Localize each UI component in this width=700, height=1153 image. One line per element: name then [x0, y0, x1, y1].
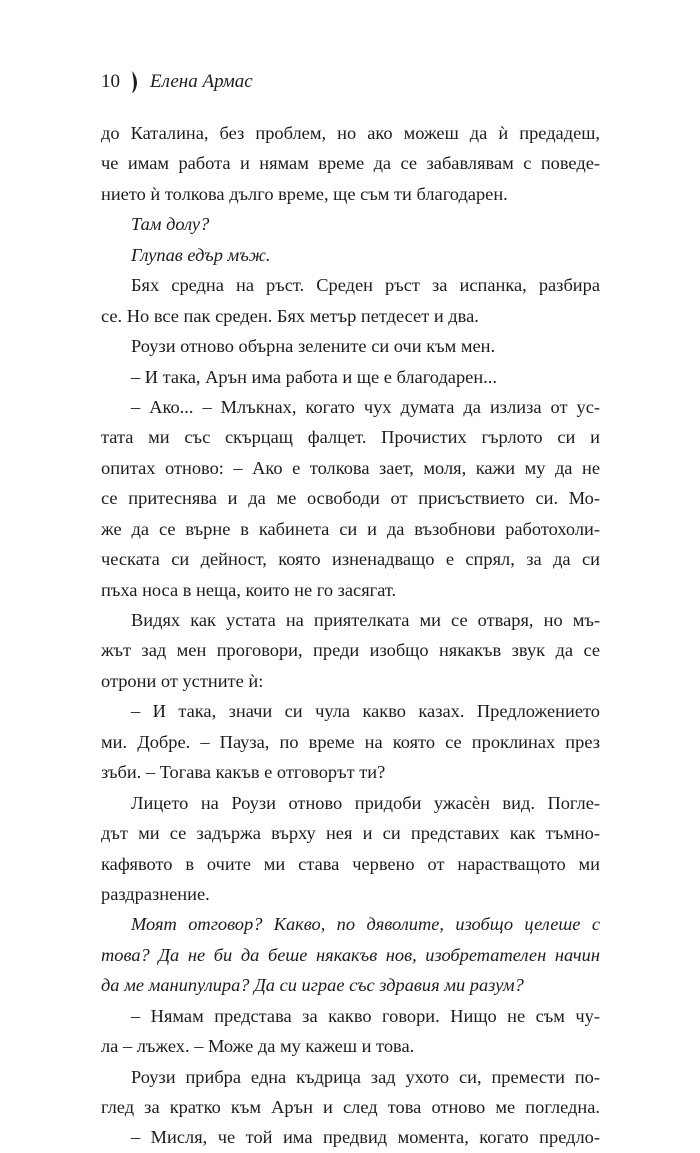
text-line: Моят отговор? Какво, по дяволите, изобщо целеше с: [131, 914, 600, 935]
text-line: – И така, Арън има работа и ще е благодарен...: [131, 366, 497, 387]
text-line: Роузи отново обърна зелените си очи към мен.: [131, 336, 496, 357]
running-header: [101, 70, 253, 94]
text-line: тата ми със скърцащ фалцет. Прочистих гърлото си и: [101, 427, 600, 448]
text-line: Там долу?: [131, 214, 210, 235]
text-line: отрони от устните ѝ:: [101, 670, 264, 691]
text-line: жът зад мен проговори, преди изобщо някакъв звук да се: [101, 640, 600, 661]
text-line: глед за кратко към Арън и след това отново ме погледна.: [101, 1097, 600, 1117]
page-number: 10: [101, 71, 120, 92]
text-line: зъби. – Тогава какъв е отговорът ти?: [101, 762, 386, 783]
text-line: раздразнение.: [101, 883, 210, 904]
text-line: се. Но все пак среден. Бях метър петдесет и два.: [101, 305, 479, 326]
text-line: дът ми се задържа върху нея и си представих как тъмно-: [101, 823, 600, 844]
text-line: ла – лъжех. – Може да му кажеш и това.: [101, 1036, 415, 1057]
text-line: – И така, значи си чула какво казах. Предложението: [131, 701, 600, 722]
text-line: кафявото в очите ми става червено от нарастващото ми: [101, 853, 600, 874]
text-line: – Нямам представа за какво говори. Нищо не съм чу-: [131, 1005, 600, 1026]
text-line: ческата си дейност, която изненадващо е спрял, за да си: [101, 549, 600, 570]
text-line: се притеснява и да ме освободи от присъствието си. Мо-: [101, 488, 600, 509]
text-line: това? Да не би да беше някакъв нов, изобретателен начин: [101, 944, 600, 965]
text-line: че имам работа и нямам време да се забавлявам с поведе-: [101, 153, 600, 174]
feather-ornament-icon: [130, 70, 140, 94]
text-line: пъха носа в неща, които не го засягат.: [101, 579, 397, 600]
text-line: Лицето на Роузи отново придоби ужасѐн вид. Погле-: [131, 792, 600, 813]
text-line: – Мисля, че той има предвид момента, когато предло-: [131, 1127, 600, 1148]
text-line: да ме манипулира? Да си играе със здравия ми разум?: [101, 975, 524, 996]
text-line: до Каталина, без проблем, но ако можеш да ѝ предадеш,: [101, 123, 600, 143]
text-line: Бях средна на ръст. Среден ръст за испанка, разбира: [131, 275, 600, 296]
text-line: нието ѝ толкова дълго време, ще съм ти благодарен.: [101, 183, 508, 204]
text-line: – Ако... – Млъкнах, когато чух думата да излиза от ус-: [131, 396, 600, 417]
text-line: Роузи прибра една къдрица зад ухото си, премести по-: [131, 1066, 600, 1087]
text-line: ми. Добре. – Пауза, по време на която се проклинах през: [101, 731, 600, 752]
text-line: же да се върне в кабинета си и да възобнови работохоли-: [101, 518, 600, 539]
text-line: Глупав едър мъж.: [131, 244, 271, 265]
text-line: Видях как устата на приятелката ми се отваря, но мъ-: [131, 610, 600, 630]
body-text: [101, 118, 600, 1153]
author-name: Елена Армас: [150, 71, 253, 92]
text-line: опитах отново: – Ако е толкова зает, моля, кажи му да не: [101, 457, 600, 478]
